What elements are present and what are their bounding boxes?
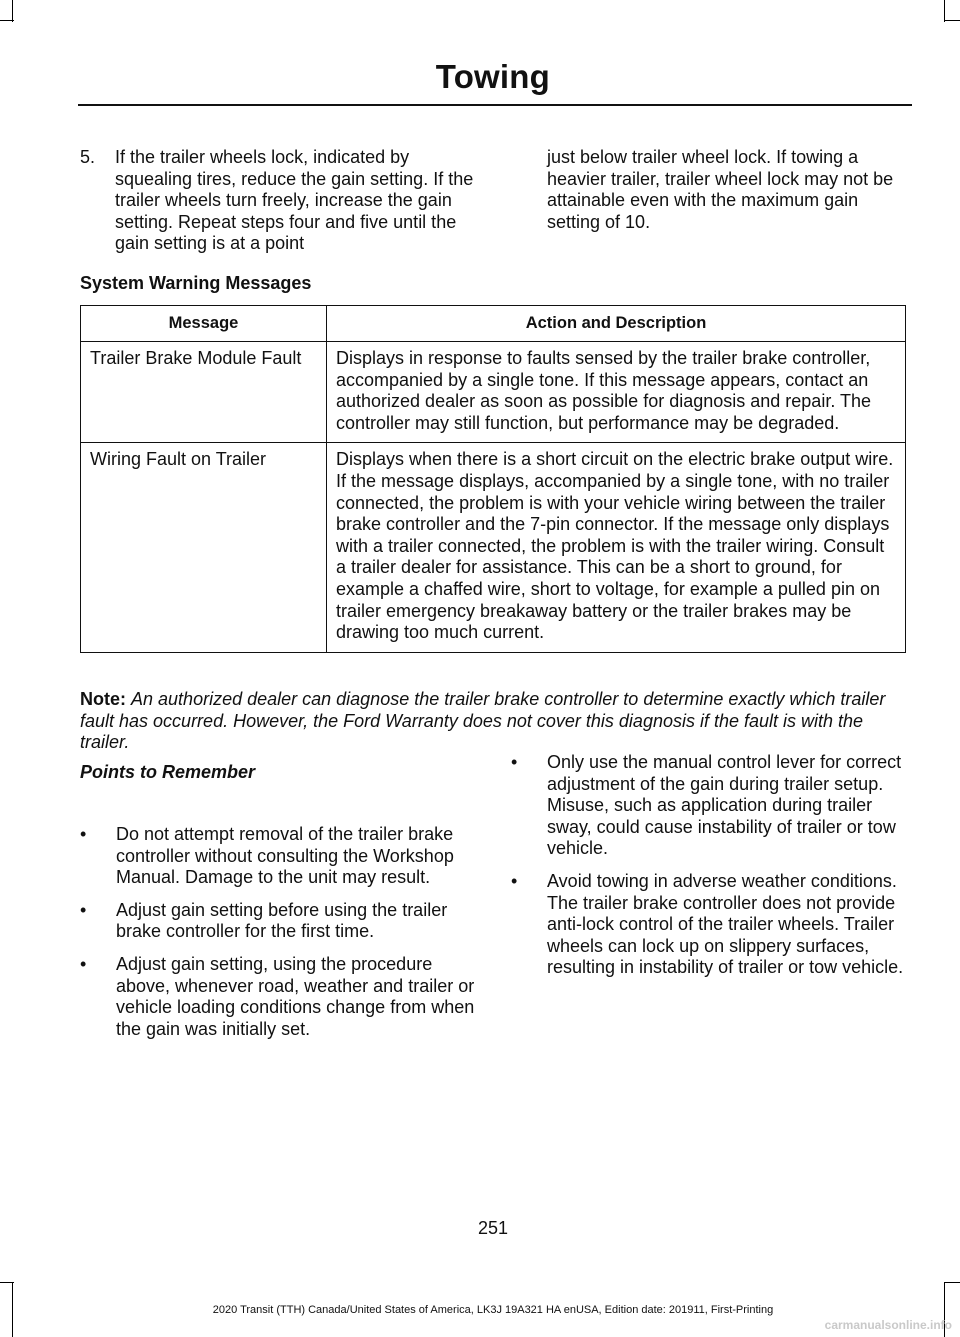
column-header-message: Message — [81, 306, 327, 342]
step-text-right: just below trailer wheel lock. If towing a heavier trailer, trailer wheel lock may not be attainable even with the maximum gain setting of 10. — [547, 147, 894, 232]
bullet-icon: • — [511, 870, 518, 891]
crop-mark — [944, 0, 945, 22]
list-item — [511, 871, 911, 979]
page-number: 251 — [477, 1218, 509, 1238]
points-list-left — [80, 824, 476, 1051]
crop-mark — [944, 20, 960, 21]
crop-mark — [0, 1282, 14, 1283]
step-text-left: If the trailer wheels lock, indicated by squealing tires, reduce the gain setting. If the trailer wheels turn freely, increase the gain setting. Repeat steps four and five until the gain setting is at a point — [115, 147, 474, 254]
warning-messages-table — [80, 305, 906, 653]
edition-footer: 2020 Transit (TTH) Canada/United States of America, LK3J 19A321 HA enUSA, Edition date: 201911, First-Printing — [212, 1304, 774, 1316]
note — [80, 689, 910, 754]
section-heading: System Warning Messages — [80, 273, 312, 293]
list-item-text: Adjust gain setting, using the procedure above, whenever road, weather and trailer or vehicle loading conditions change from when the gain was initially set. — [116, 953, 475, 1039]
crop-mark — [12, 0, 13, 22]
crop-mark — [0, 20, 14, 21]
list-item-text: Only use the manual control lever for correct adjustment of the gain during trailer setup. Misuse, such as application during trailer sway, could cause instability of trailer or tow vehicle. — [547, 752, 902, 859]
watermark: carmanualsonline.info — [824, 1318, 952, 1332]
note-label: Note: — [80, 689, 126, 709]
bullet-icon: • — [511, 752, 518, 772]
list-item-text: Avoid towing in adverse weather conditions. The trailer brake controller does not provide anti-lock control of the trailer wheels. Trailer wheels can lock up on slippery surfaces, resulting in instability of trailer or tow vehicle. — [547, 870, 904, 978]
list-item — [80, 900, 476, 943]
bullet-icon: • — [80, 899, 87, 920]
points-heading: Points to Remember — [80, 762, 256, 782]
bullet-icon: • — [80, 824, 87, 844]
column-header-description: Action and Description — [327, 306, 906, 342]
table-row — [81, 443, 906, 652]
step-5 — [80, 147, 476, 255]
step-number: 5. — [80, 147, 96, 167]
table-cell-message: Trailer Brake Module Fault — [81, 342, 327, 443]
crop-mark — [944, 1282, 960, 1283]
list-item — [80, 824, 476, 889]
table-cell-description: Displays when there is a short circuit on the electric brake output wire. If the message displays, accompanied by a single tone, with no trailer connected, the problem is with your vehicle wiring between the trailer brake controller and the 7-pin connector. If the message only displays with a trailer connected, the problem is with the trailer wiring. Consult a trailer dealer for assistance. This can be a short to ground, for example a chaffed wire, short to voltage, for example a pulled pin on trailer emergency breakaway battery or the trailer brakes may be drawing too much current. — [327, 443, 906, 652]
table-header-row — [81, 306, 906, 342]
header-divider — [78, 104, 912, 106]
list-item — [511, 752, 911, 860]
list-item-text: Do not attempt removal of the trailer brake controller without consulting the Workshop Manual. Damage to the unit may result. — [116, 824, 454, 888]
page-title: Towing — [435, 58, 550, 95]
list-item — [80, 954, 476, 1040]
table-cell-message: Wiring Fault on Trailer — [81, 443, 327, 652]
table-row — [81, 342, 906, 443]
note-text: An authorized dealer can diagnose the trailer brake controller to determine exactly which trailer fault has occurred. However, the Ford Warranty does not cover this diagnosis if the fault is with the trailer. — [80, 689, 886, 753]
table-cell-description: Displays in response to faults sensed by the trailer brake controller, accompanied by a single tone. If this message appears, contact an authorized dealer as soon as possible for diagnosis and repair. The controller may still function, but performance may be degraded. — [327, 342, 906, 443]
bullet-icon: • — [80, 953, 87, 974]
list-item-text: Adjust gain setting before using the trailer brake controller for the first time. — [116, 899, 448, 942]
points-list-right — [511, 752, 911, 990]
